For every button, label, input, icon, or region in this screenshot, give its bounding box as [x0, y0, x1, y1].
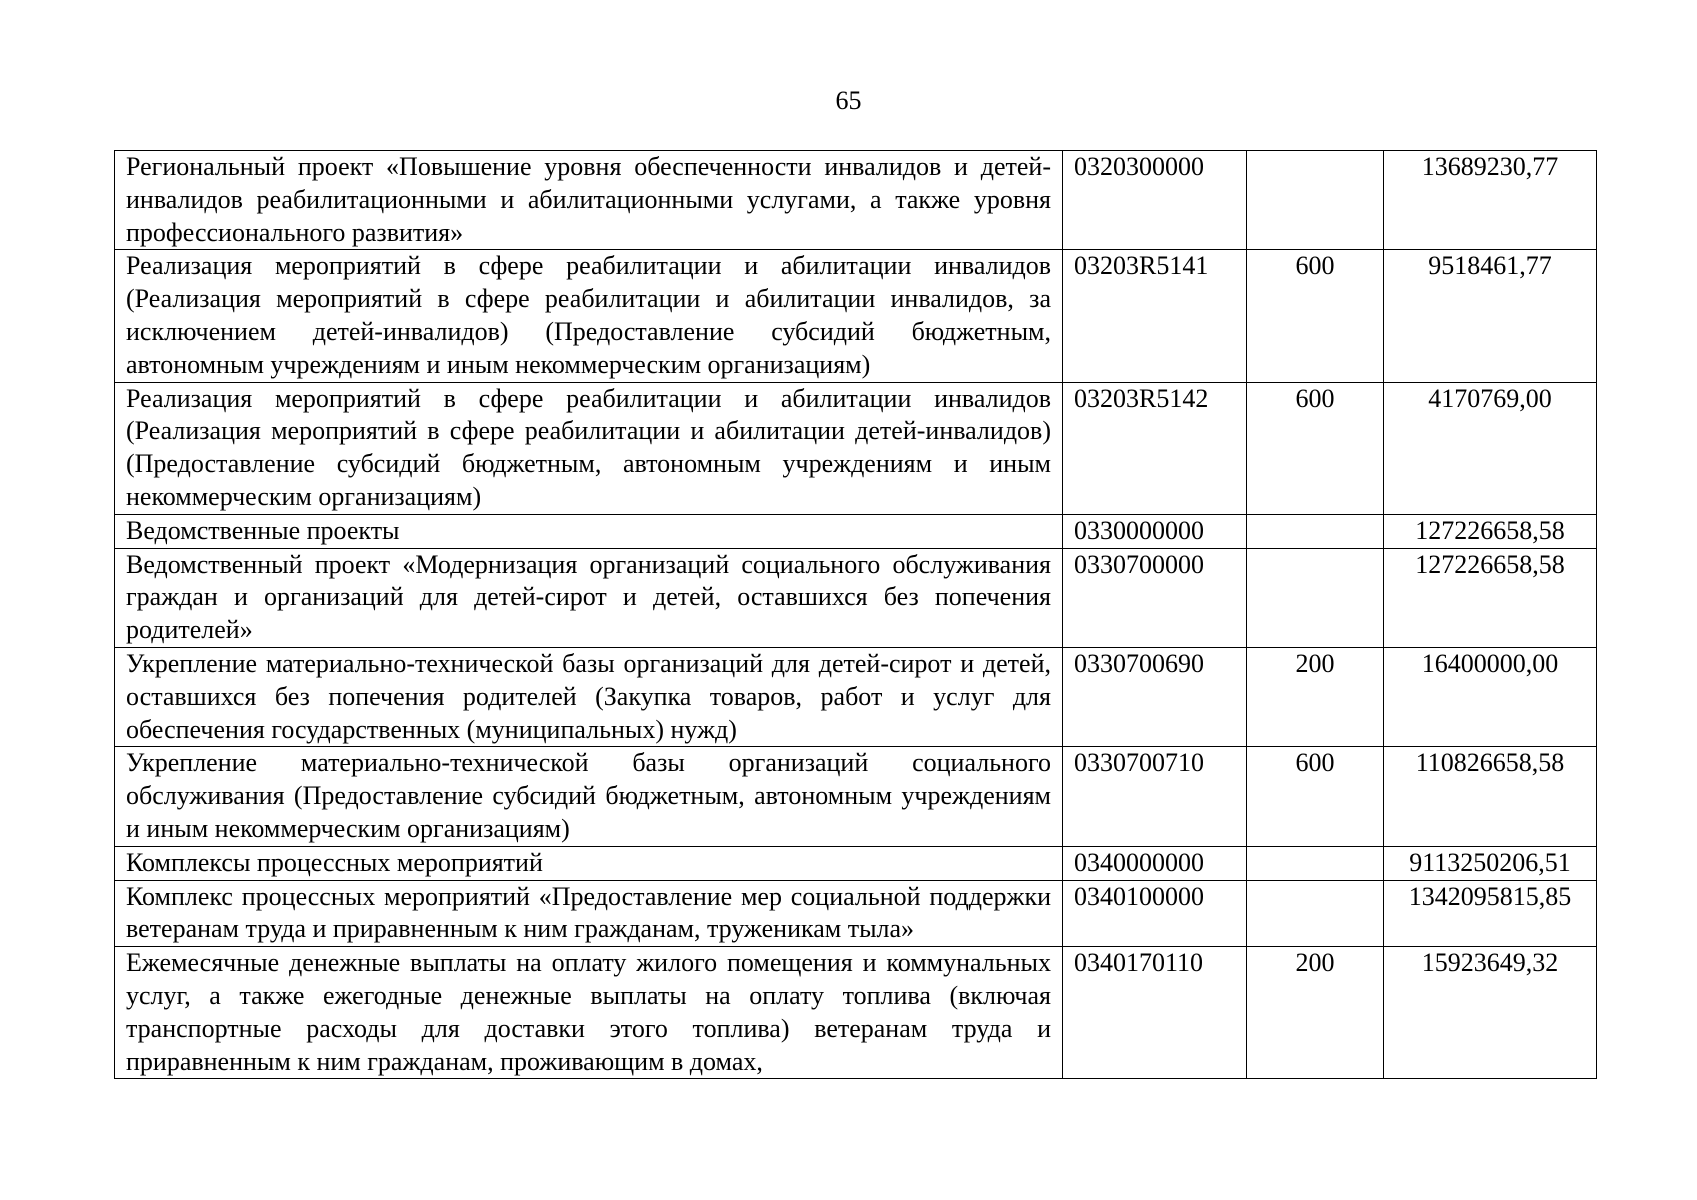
table-row — [115, 947, 1597, 1079]
row-name: Комплексы процессных мероприятий — [115, 846, 1063, 880]
table-row — [115, 151, 1597, 250]
row-code: 03203R5141 — [1063, 250, 1247, 382]
row-type — [1247, 846, 1384, 880]
row-amount: 15923649,32 — [1384, 947, 1597, 1079]
row-code: 0330700000 — [1063, 548, 1247, 647]
row-name: Ведомственный проект «Модернизация организаций социального обслуживания граждан и организаций для детей-сирот и детей, оставшихся без попечения родителей» — [115, 548, 1063, 647]
row-type — [1247, 548, 1384, 647]
row-amount: 1342095815,85 — [1384, 880, 1597, 947]
table-row — [115, 250, 1597, 382]
row-code: 03203R5142 — [1063, 382, 1247, 514]
row-amount: 127226658,58 — [1384, 514, 1597, 548]
table-row — [115, 747, 1597, 846]
page-number: 65 — [835, 86, 862, 115]
row-code: 0330000000 — [1063, 514, 1247, 548]
table-row — [115, 548, 1597, 647]
row-name: Ежемесячные денежные выплаты на оплату жилого помещения и коммунальных услуг, а также ежегодные денежные выплаты на оплату топлива (включая транспортные расходы для доставки этого топлива) ветеранам труда и приравненным к ним гражданам, проживающим в домах, — [115, 947, 1063, 1079]
row-type — [1247, 514, 1384, 548]
row-name: Реализация мероприятий в сфере реабилитации и абилитации инвалидов (Реализация мероприятий в сфере реабилитации и абилитации детей-инвалидов) (Предоставление субсидий бюджетным, автономным учреждениям и иным некоммерческим организациям) — [115, 382, 1063, 514]
row-name: Укрепление материально-технической базы организаций социального обслуживания (Предоставление субсидий бюджетным, автономным учреждениям и иным некоммерческим организациям) — [115, 747, 1063, 846]
row-type: 600 — [1247, 382, 1384, 514]
table-row — [115, 647, 1597, 746]
row-amount: 127226658,58 — [1384, 548, 1597, 647]
row-code: 0330700690 — [1063, 647, 1247, 746]
row-type: 600 — [1247, 747, 1384, 846]
row-amount: 13689230,77 — [1384, 151, 1597, 250]
row-name: Ведомственные проекты — [115, 514, 1063, 548]
row-amount: 16400000,00 — [1384, 647, 1597, 746]
table-row — [115, 880, 1597, 947]
row-name: Реализация мероприятий в сфере реабилитации и абилитации инвалидов (Реализация мероприятий в сфере реабилитации и абилитации инвалидов, за исключением детей-инвалидов) (Предоставление субсидий бюджетным, автономным учреждениям и иным некоммерческим организациям) — [115, 250, 1063, 382]
table-row — [115, 514, 1597, 548]
row-code: 0340100000 — [1063, 880, 1247, 947]
table-row — [115, 382, 1597, 514]
row-code: 0330700710 — [1063, 747, 1247, 846]
row-amount: 4170769,00 — [1384, 382, 1597, 514]
table-row — [115, 846, 1597, 880]
budget-table — [114, 150, 1597, 1079]
row-code: 0320300000 — [1063, 151, 1247, 250]
row-amount: 9518461,77 — [1384, 250, 1597, 382]
row-type: 200 — [1247, 947, 1384, 1079]
row-type: 600 — [1247, 250, 1384, 382]
row-amount: 110826658,58 — [1384, 747, 1597, 846]
row-type — [1247, 880, 1384, 947]
row-code: 0340170110 — [1063, 947, 1247, 1079]
row-type: 200 — [1247, 647, 1384, 746]
row-code: 0340000000 — [1063, 846, 1247, 880]
row-name: Региональный проект «Повышение уровня обеспеченности инвалидов и детей-инвалидов реабилитационными и абилитационными услугами, а также уровня профессионального развития» — [115, 151, 1063, 250]
row-name: Комплекс процессных мероприятий «Предоставление мер социальной поддержки ветеранам труда и приравненным к ним гражданам, труженикам тыла» — [115, 880, 1063, 947]
row-amount: 9113250206,51 — [1384, 846, 1597, 880]
row-type — [1247, 151, 1384, 250]
row-name: Укрепление материально-технической базы организаций для детей-сирот и детей, оставшихся без попечения родителей (Закупка товаров, работ и услуг для обеспечения государственных (муниципальных) нужд) — [115, 647, 1063, 746]
